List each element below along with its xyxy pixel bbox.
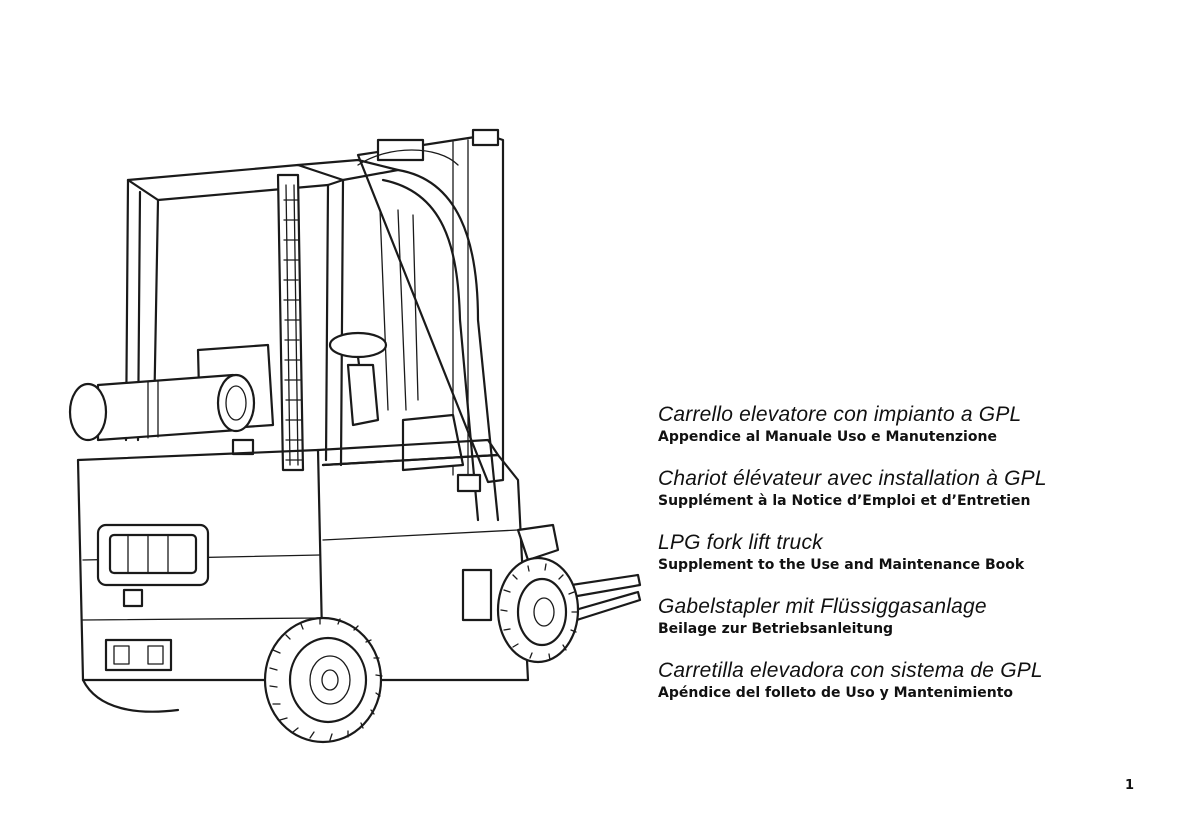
- title-block-english: [658, 530, 1158, 575]
- title-french: Chariot élévateur avec installation à GPL: [658, 467, 1047, 490]
- forklift-line-drawing-icon: [58, 120, 658, 760]
- forklift-illustration: [58, 120, 658, 760]
- subtitle-german: Beilage zur Betriebsanleitung: [658, 621, 894, 637]
- page-number: 1: [1124, 778, 1134, 793]
- subtitle-italian: Appendice al Manuale Uso e Manutenzione: [658, 429, 997, 445]
- subtitle-french: Supplément à la Notice d’Emploi et d’Entretien: [658, 493, 1031, 509]
- subtitle-english: Supplement to the Use and Maintenance Book: [658, 557, 1025, 573]
- title-block-german: [658, 594, 1158, 639]
- subtitle-spanish: Apéndice del folleto de Uso y Mantenimiento: [658, 685, 1014, 701]
- title-block-italian: [658, 402, 1158, 447]
- title-english: LPG fork lift truck: [658, 531, 823, 554]
- title-spanish: Carretilla elevadora con sistema de GPL: [658, 659, 1043, 682]
- title-block-french: [658, 466, 1158, 511]
- lpg-tank: [70, 375, 254, 454]
- title-block-spanish: [658, 658, 1158, 703]
- title-german: Gabelstapler mit Flüssiggasanlage: [658, 595, 987, 618]
- multilingual-title-list: [658, 402, 1158, 722]
- title-italian: Carrello elevatore con impianto a GPL: [658, 403, 1022, 426]
